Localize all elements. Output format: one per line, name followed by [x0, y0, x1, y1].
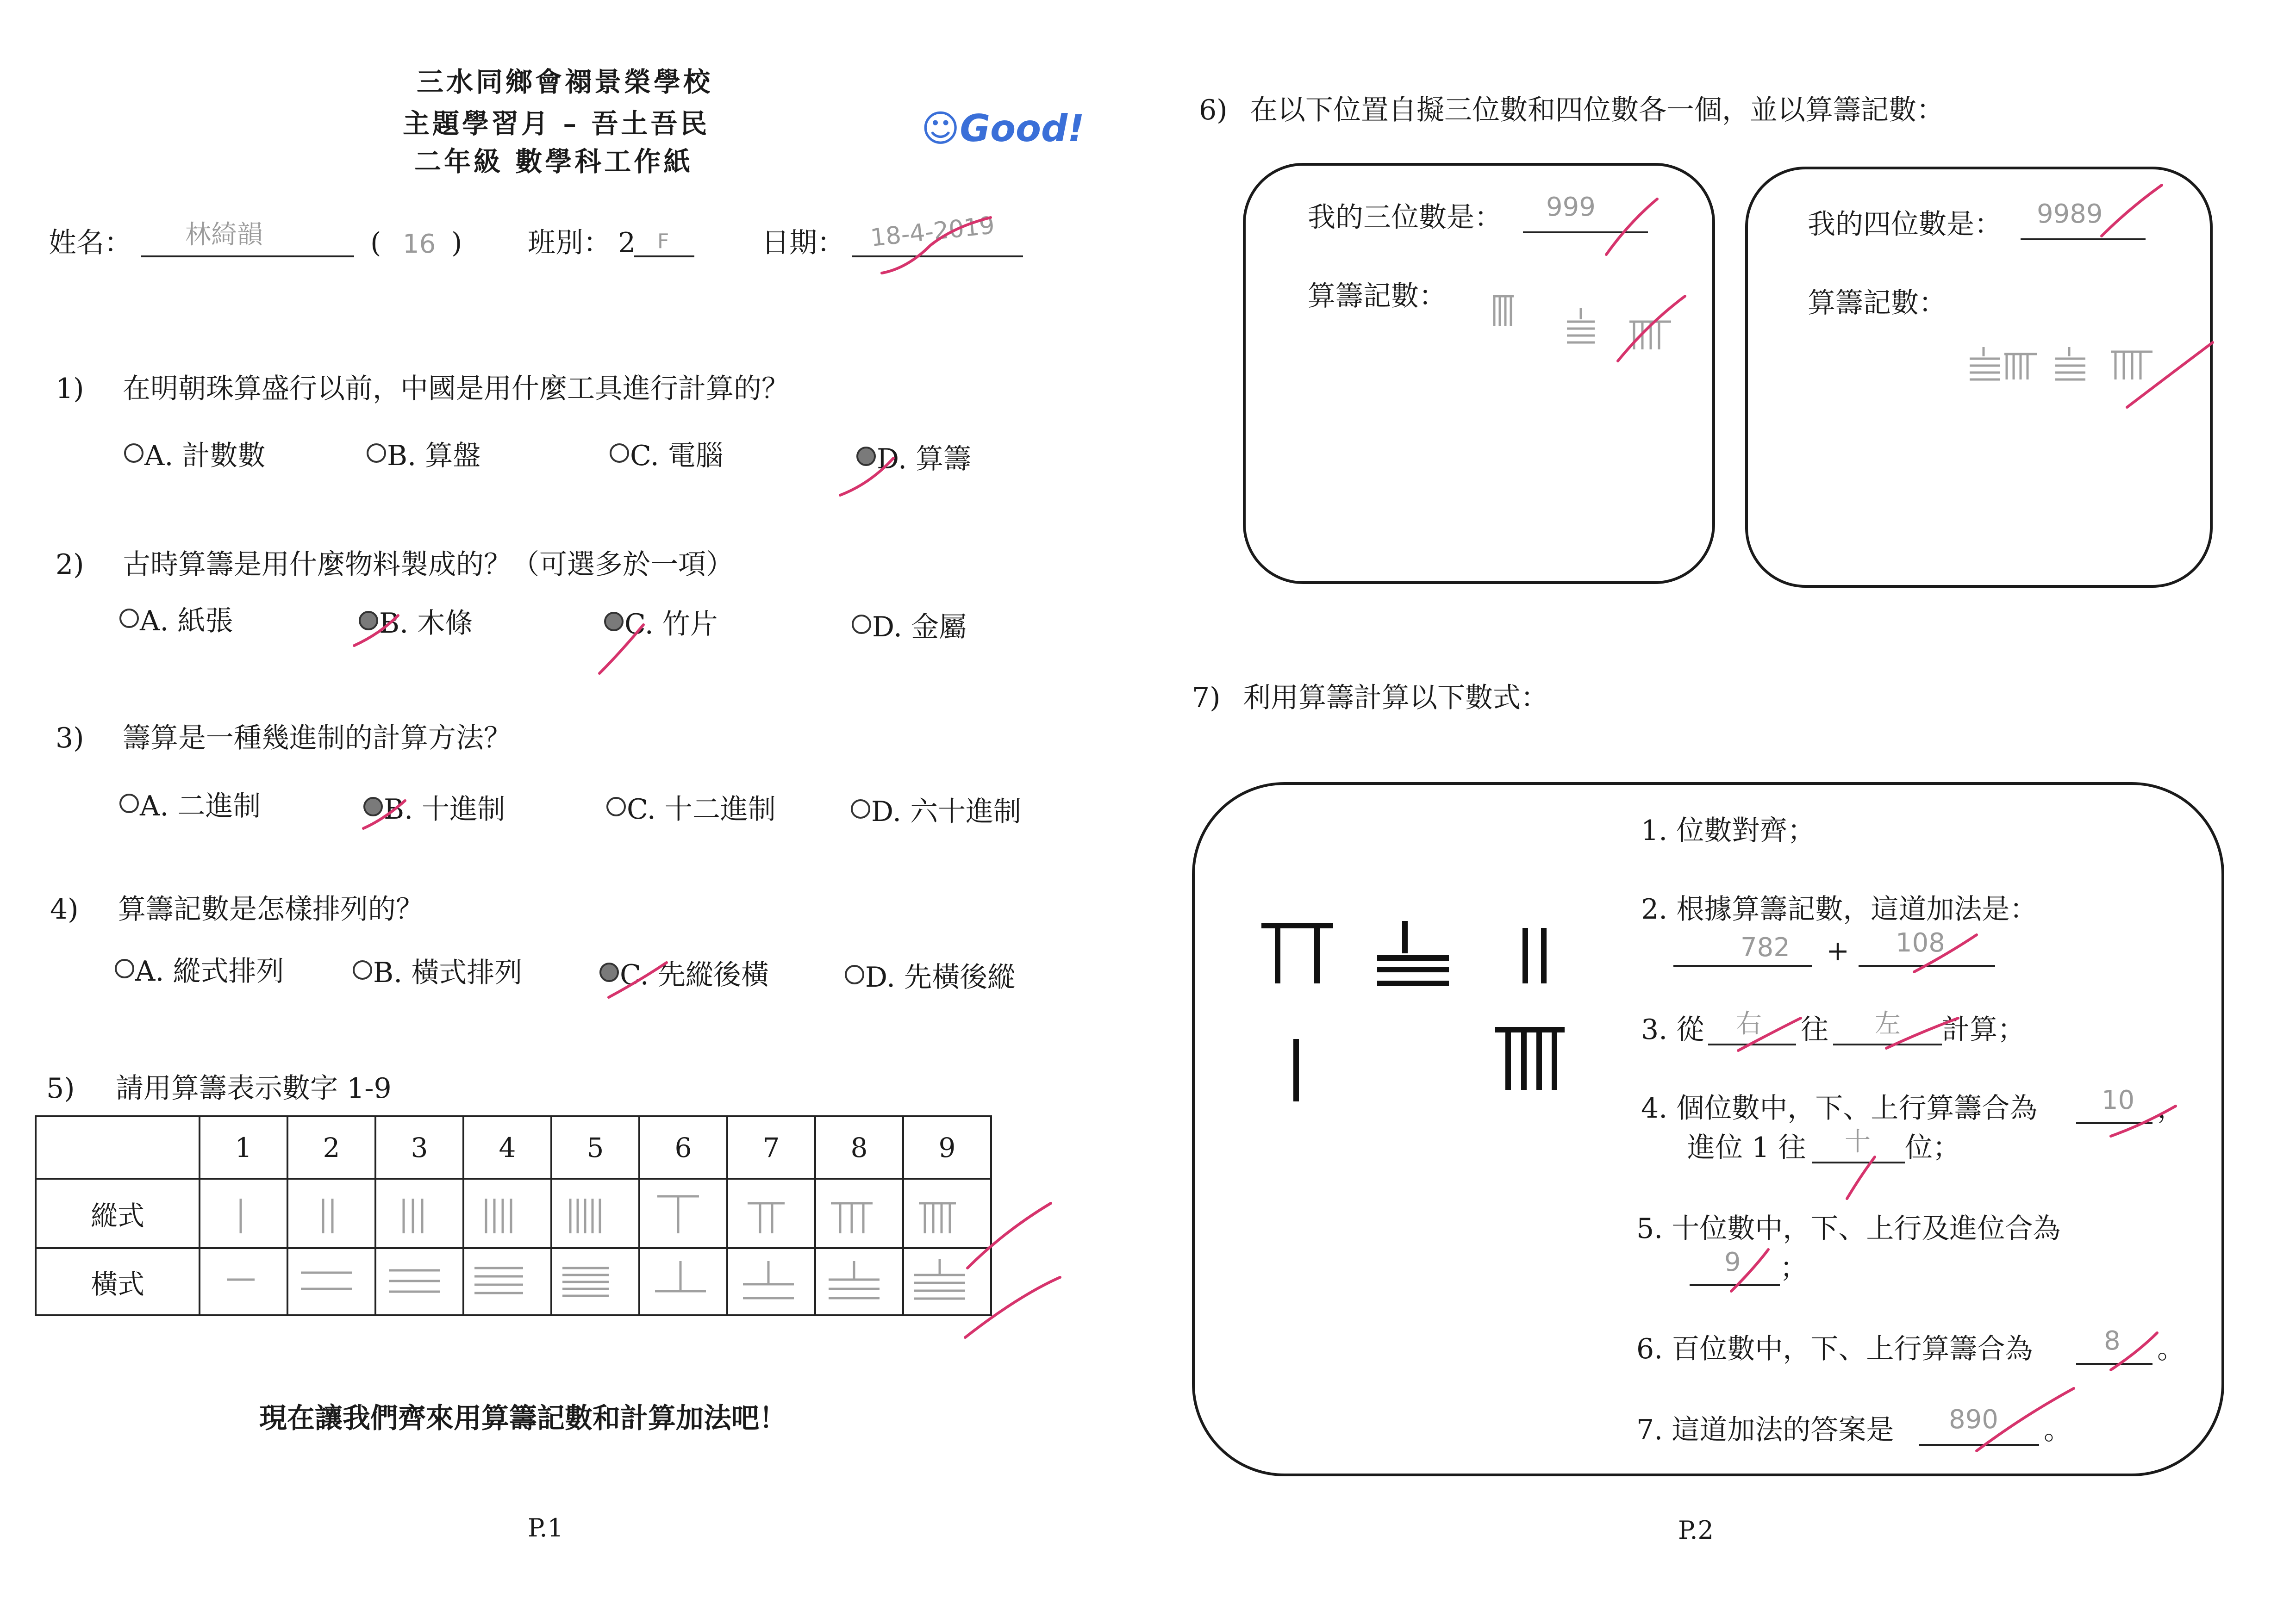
q1-radio-c[interactable]: [610, 443, 629, 463]
vertical-rod-cell: [639, 1179, 727, 1248]
class-section: F: [657, 230, 669, 253]
q2-number: 2): [56, 548, 84, 581]
q4-option-a: A. 縱式排列: [135, 955, 284, 988]
number-bracket-close: ): [451, 227, 462, 259]
horizontal-rod-cell: [551, 1248, 639, 1315]
closing-sentence: 現在讓我們齊來用算籌記數和計算加法吧！: [259, 1402, 787, 1435]
q2-option-d: D. 金屬: [872, 611, 967, 643]
q2-radio-b[interactable]: [359, 611, 378, 630]
rod-numeral-table: [35, 1115, 992, 1316]
q6-text: 在以下位置自擬三位數和四位數各一個，並以算籌記數：: [1250, 94, 1944, 126]
q2-option-b: B. 木條: [379, 607, 473, 640]
q2-text: 古時算籌是用什麼物料製成的？（可選多於一項）: [123, 548, 734, 581]
four-digit-record-label: 算籌記數：: [1808, 287, 1947, 319]
addend-1: 782: [1741, 933, 1790, 963]
vertical-rod-cell: [375, 1179, 463, 1248]
step-3-middle: 往: [1801, 1014, 1828, 1046]
date-label: 日期：: [761, 227, 845, 259]
step-6-value: 8: [2104, 1326, 2121, 1356]
q1-radio-a[interactable]: [124, 443, 144, 463]
step-2: 2. 根據算籌記數，這道加法是：: [1641, 893, 2038, 926]
row-label-vertical: 縱式: [36, 1179, 200, 1248]
q4-option-c: C. 先縱後橫: [620, 959, 769, 991]
page-number-2: P.2: [1678, 1516, 1714, 1545]
step-7: 7. 這道加法的答案是: [1636, 1414, 1894, 1446]
digit-header: 1: [200, 1116, 287, 1179]
horizontal-rod-cell: [727, 1248, 815, 1315]
step-4-comma: ，: [2157, 1092, 2185, 1125]
q4-option-b: B. 橫式排列: [373, 957, 523, 989]
q7-number: 7): [1192, 682, 1221, 714]
step-3-to: 左: [1875, 1009, 1901, 1039]
horizontal-rod-cell: [903, 1248, 991, 1315]
digit-header: 3: [375, 1116, 463, 1179]
vertical-rod-cell: [815, 1179, 903, 1248]
q5-number: 5): [46, 1072, 75, 1105]
three-digit-record-label: 算籌記數：: [1308, 280, 1447, 312]
step-7-suffix: 。: [2044, 1414, 2071, 1446]
school-name: 三水同鄉會禤景榮學校: [417, 66, 713, 98]
q1-radio-b[interactable]: [367, 443, 386, 463]
q2-radio-a[interactable]: [119, 609, 139, 628]
q1-number: 1): [56, 373, 84, 405]
page-number-1: P.1: [528, 1513, 563, 1542]
step-5-value: 9: [1724, 1247, 1741, 1277]
step-4-value: 10: [2102, 1085, 2135, 1115]
digit-header: 9: [903, 1116, 991, 1179]
date-value: 18-4-2019: [869, 211, 996, 252]
step-1: 1. 位數對齊；: [1641, 815, 1816, 847]
horizontal-rod-cell: [463, 1248, 551, 1315]
calculation-box: [1192, 782, 2224, 1476]
vertical-rod-cell: [903, 1179, 991, 1248]
row-label-horizontal: 橫式: [36, 1248, 200, 1315]
q3-radio-a[interactable]: [119, 794, 139, 813]
q5-text: 請用算籌表示數字 1-9: [116, 1072, 392, 1105]
step-4-carry: 進位 1 往: [1687, 1132, 1806, 1164]
digit-header: 5: [551, 1116, 639, 1179]
worksheet-title: 二年級 數學科工作紙: [414, 146, 693, 177]
three-digit-label: 我的三位數是：: [1308, 201, 1502, 234]
step-7-value: 890: [1949, 1405, 1998, 1435]
q3-option-d: D. 六十進制: [871, 796, 1022, 828]
name-value: 林綺韻: [185, 220, 263, 250]
step-4: 4. 個位數中，下、上行算籌合為: [1641, 1092, 2038, 1125]
q4-radio-b[interactable]: [353, 960, 372, 980]
step-4-suffix: 位；: [1905, 1132, 1960, 1164]
four-digit-value: 9989: [2037, 199, 2103, 229]
q1-radio-d[interactable]: [856, 447, 876, 466]
step-6: 6. 百位數中，下、上行算籌合為: [1636, 1333, 2033, 1365]
q1-option-d: D. 算籌: [877, 443, 972, 475]
q3-number: 3): [56, 722, 84, 754]
q1-option-a: A. 計數數: [144, 440, 266, 472]
q4-radio-a[interactable]: [115, 959, 134, 978]
q3-option-a: A. 二進制: [140, 790, 261, 822]
step-3-prefix: 3. 從: [1641, 1014, 1704, 1046]
digit-header: 7: [727, 1116, 815, 1179]
four-digit-label: 我的四位數是：: [1808, 208, 2002, 241]
good-sticker: ☺Good!: [921, 107, 1085, 150]
vertical-rod-cell: [287, 1179, 375, 1248]
q3-option-c: C. 十二進制: [627, 793, 776, 826]
q3-radio-d[interactable]: [851, 799, 870, 819]
q4-option-d: D. 先橫後縱: [865, 961, 1016, 994]
step-3-from: 右: [1736, 1009, 1762, 1039]
class-label: 班別：: [528, 227, 611, 259]
step-4-place: 十: [1845, 1127, 1871, 1157]
q3-radio-c[interactable]: [606, 797, 626, 816]
horizontal-rod-cell: [639, 1248, 727, 1315]
vertical-rod-cell: [463, 1179, 551, 1248]
q2-radio-c[interactable]: [604, 612, 624, 631]
q1-text: 在明朝珠算盛行以前，中國是用什麼工具進行計算的？: [123, 373, 789, 405]
q2-option-a: A. 紙張: [140, 605, 233, 637]
table-corner: [36, 1116, 200, 1179]
horizontal-rod-cell: [200, 1248, 287, 1315]
smiley-icon: ☺: [921, 107, 960, 150]
q3-radio-b[interactable]: [363, 797, 383, 816]
name-label: 姓名：: [49, 227, 132, 259]
q2-option-c: C. 竹片: [624, 608, 718, 640]
q4-radio-c[interactable]: [599, 963, 619, 982]
class-value: 2: [618, 227, 636, 259]
horizontal-rod-cell: [815, 1248, 903, 1315]
q4-number: 4): [50, 893, 79, 926]
vertical-rod-cell: [200, 1179, 287, 1248]
q6-number: 6): [1199, 94, 1228, 126]
step-3-suffix: 計算；: [1942, 1014, 2025, 1046]
three-digit-value: 999: [1546, 192, 1596, 222]
step-5: 5. 十位數中，下、上行及進位合為: [1636, 1213, 2061, 1245]
q4-text: 算籌記數是怎樣排列的？: [118, 893, 424, 926]
vertical-rod-cell: [551, 1179, 639, 1248]
horizontal-rod-cell: [287, 1248, 375, 1315]
digit-header: 8: [815, 1116, 903, 1179]
student-number: 16: [403, 229, 436, 259]
digit-header: 4: [463, 1116, 551, 1179]
step-5-suffix: ；: [1780, 1252, 1808, 1284]
digit-header: 2: [287, 1116, 375, 1179]
q4-radio-d[interactable]: [845, 965, 864, 984]
q3-text: 籌算是一種幾進制的計算方法？: [123, 722, 512, 754]
vertical-rod-cell: [727, 1179, 815, 1248]
q2-radio-d[interactable]: [852, 615, 871, 634]
q3-option-b: B. 十進制: [384, 793, 505, 826]
horizontal-rod-cell: [375, 1248, 463, 1315]
number-bracket: (: [370, 227, 381, 259]
q1-option-c: C. 電腦: [630, 440, 724, 472]
digit-header: 6: [639, 1116, 727, 1179]
q7-text: 利用算籌計算以下數式：: [1243, 682, 1548, 714]
step-6-suffix: 。: [2157, 1333, 2185, 1365]
addend-2: 108: [1896, 928, 1945, 958]
plus-sign: +: [1826, 935, 1850, 967]
theme-title: 主題學習月 – 吾土吾民: [403, 108, 710, 139]
q1-option-b: B. 算盤: [387, 440, 481, 472]
